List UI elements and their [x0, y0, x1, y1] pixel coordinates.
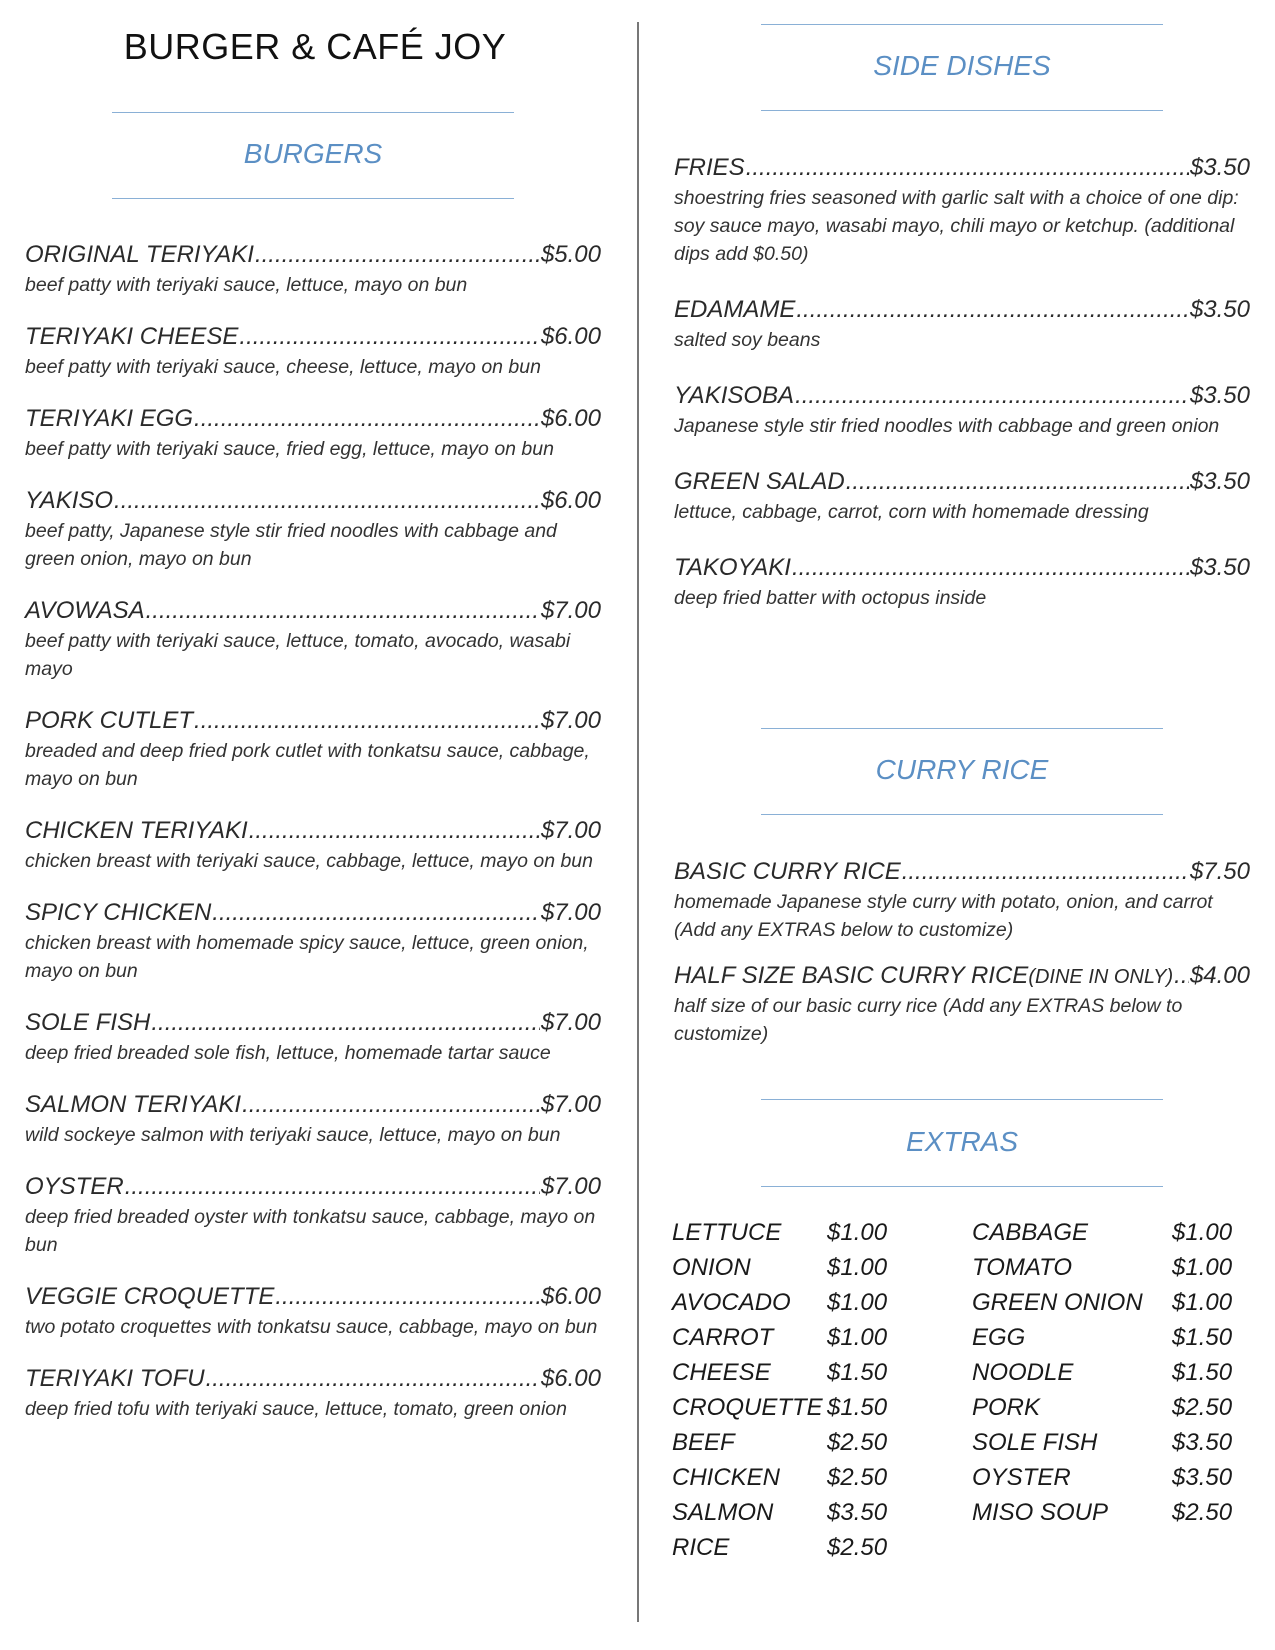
extra-item-name: LETTUCE — [672, 1219, 782, 1246]
extras-list — [672, 1218, 1242, 1562]
dot-leader — [114, 487, 540, 515]
menu-item-name: CHICKEN TERIYAKI — [25, 817, 248, 844]
dot-leader — [206, 1365, 540, 1393]
menu-item-line — [25, 1173, 601, 1201]
menu-item-name: PORK CUTLET — [25, 707, 194, 734]
extra-item-price: $2.50 — [1172, 1499, 1233, 1526]
menu-item-name: SOLE FISH — [25, 1009, 151, 1036]
menu-item-line — [674, 468, 1250, 496]
menu-item — [674, 962, 1250, 1048]
dot-leader — [242, 1091, 540, 1119]
menu-item — [25, 899, 601, 985]
extra-item-price: $1.50 — [827, 1394, 888, 1421]
dot-leader — [902, 858, 1189, 886]
curry-rice-heading: CURRY RICE — [875, 754, 1049, 785]
menu-item-note: (DINE IN ONLY) — [1028, 966, 1174, 988]
menu-item-line — [674, 154, 1250, 182]
dot-leader — [795, 382, 1189, 410]
menu-item-name: VEGGIE CROQUETTE — [25, 1283, 275, 1310]
extras-heading: EXTRAS — [905, 1126, 1019, 1157]
menu-item-line — [674, 296, 1250, 324]
menu-item-name: TAKOYAKI — [674, 554, 791, 581]
extra-item-price: $2.50 — [1172, 1394, 1233, 1421]
extra-item-price: $3.50 — [1172, 1429, 1233, 1456]
menu-item-line — [674, 554, 1250, 582]
extra-item-name: CHEESE — [672, 1359, 771, 1386]
extra-item-name: NOODLE — [972, 1359, 1074, 1386]
menu-item-price: $7.00 — [540, 1091, 601, 1118]
menu-item-price: $6.00 — [540, 1283, 601, 1310]
extra-item-price: $1.00 — [1172, 1289, 1233, 1316]
menu-item-description: homemade Japanese style curry with potato, onion, and carrot (Add any EXTRAS below to customize) — [674, 891, 1213, 941]
menu-item-line — [25, 1365, 601, 1393]
menu-item-description: lettuce, cabbage, carrot, corn with homemade dressing — [674, 501, 1149, 523]
menu-item-price: $5.00 — [540, 241, 601, 268]
side-dishes-rule-bottom — [761, 110, 1163, 111]
dot-leader — [792, 554, 1189, 582]
burgers-heading: BURGERS — [243, 138, 383, 169]
menu-item-description: beef patty with teriyaki sauce, fried egg, lettuce, mayo on bun — [25, 438, 554, 460]
menu-item-price: $4.00 — [1189, 962, 1250, 989]
extra-item-name: CARROT — [672, 1324, 774, 1351]
menu-item-line — [25, 1091, 601, 1119]
menu-item-price: $7.00 — [540, 1009, 601, 1036]
extras-rule-bottom — [761, 1186, 1163, 1187]
extra-item-price: $1.00 — [827, 1324, 888, 1351]
menu-item — [674, 858, 1250, 944]
menu-item-price: $7.50 — [1189, 858, 1250, 885]
dot-leader — [796, 296, 1189, 324]
burgers-list — [25, 241, 601, 1447]
dot-leader — [249, 817, 540, 845]
menu-item-description: salted soy beans — [674, 329, 821, 351]
menu-item — [674, 382, 1250, 440]
extra-item-name: CROQUETTE — [672, 1394, 823, 1421]
extras-rule-top — [761, 1099, 1163, 1100]
extra-item-name: CABBAGE — [972, 1219, 1089, 1246]
menu-item — [674, 154, 1250, 268]
extra-item-price: $1.00 — [827, 1254, 888, 1281]
extra-item-name: BEEF — [672, 1429, 735, 1456]
extra-item-name: MISO SOUP — [972, 1499, 1109, 1526]
restaurant-title: BURGER & CAFÉ JOY — [123, 26, 507, 67]
extra-item-name: AVOCADO — [672, 1289, 791, 1316]
extra-item-price: $1.50 — [827, 1359, 888, 1386]
extra-item-price: $1.00 — [827, 1219, 888, 1246]
menu-item — [25, 1365, 601, 1423]
dot-leader — [194, 707, 540, 735]
extra-item-name: ONION — [672, 1254, 751, 1281]
dot-leader — [746, 154, 1189, 182]
menu-item-description: wild sockeye salmon with teriyaki sauce, lettuce, mayo on bun — [25, 1124, 561, 1146]
side-dishes-heading: SIDE DISHES — [873, 50, 1051, 81]
menu-item-line — [25, 817, 601, 845]
menu-item-price: $7.00 — [540, 707, 601, 734]
menu-item — [25, 1009, 601, 1067]
menu-item-name: SPICY CHICKEN — [25, 899, 212, 926]
menu-item-line — [25, 405, 601, 433]
menu-item-name: HALF SIZE BASIC CURRY RICE — [674, 962, 1029, 989]
menu-item-price: $6.00 — [540, 1365, 601, 1392]
extra-item-name: OYSTER — [972, 1464, 1071, 1491]
menu-item-description: breaded and deep fried pork cutlet with tonkatsu sauce, cabbage, mayo on bun — [25, 740, 590, 790]
menu-item-line — [25, 1283, 601, 1311]
menu-item-description: beef patty with teriyaki sauce, lettuce, mayo on bun — [25, 274, 468, 296]
menu-item-description: two potato croquettes with tonkatsu sauce, cabbage, mayo on bun — [25, 1316, 598, 1338]
menu-item-name: YAKISOBA — [674, 382, 795, 409]
extra-empty — [1172, 1533, 1242, 1562]
menu-item — [25, 597, 601, 683]
menu-item-line — [674, 382, 1250, 410]
menu-item-line — [25, 707, 601, 735]
extra-item-name: CHICKEN — [672, 1464, 781, 1491]
extra-item-name: SALMON — [672, 1499, 774, 1526]
menu-item — [25, 707, 601, 793]
menu-item-line — [674, 962, 1250, 990]
menu-item-description: chicken breast with homemade spicy sauce, lettuce, green onion, mayo on bun — [25, 932, 589, 982]
menu-item-price: $3.50 — [1189, 468, 1250, 495]
column-divider — [637, 22, 639, 1622]
extra-item-price: $1.00 — [1172, 1219, 1233, 1246]
menu-item — [25, 487, 601, 573]
menu-item — [25, 323, 601, 381]
extra-item-price: $1.00 — [827, 1289, 888, 1316]
side-dishes-list — [674, 154, 1250, 640]
menu-item-line — [25, 487, 601, 515]
curry-rice-rule-bottom — [761, 814, 1163, 815]
menu-item — [674, 296, 1250, 354]
dot-leader — [275, 1283, 540, 1311]
menu-item-price: $6.00 — [540, 405, 601, 432]
menu-item — [25, 405, 601, 463]
menu-item — [25, 1283, 601, 1341]
menu-item-name: SALMON TERIYAKI — [25, 1091, 242, 1118]
extra-item-price: $2.50 — [827, 1464, 888, 1491]
menu-item-line — [25, 899, 601, 927]
menu-item — [674, 468, 1250, 526]
menu-item-line — [25, 597, 601, 625]
menu-item-name: YAKISO — [25, 487, 114, 514]
menu-item-price: $7.00 — [540, 597, 601, 624]
extra-item-name: GREEN ONION — [972, 1289, 1143, 1316]
menu-item-description: beef patty with teriyaki sauce, cheese, lettuce, mayo on bun — [25, 356, 541, 378]
dot-leader — [255, 241, 540, 269]
dot-leader — [239, 323, 540, 351]
menu-item-description: beef patty with teriyaki sauce, lettuce, tomato, avocado, wasabi mayo — [25, 630, 571, 680]
menu-item — [25, 817, 601, 875]
menu-item-line — [674, 858, 1250, 886]
menu-item-name: GREEN SALAD — [674, 468, 845, 495]
menu-item-description: deep fried batter with octopus inside — [674, 587, 987, 609]
menu-item-description: deep fried breaded sole fish, lettuce, homemade tartar sauce — [25, 1042, 551, 1064]
menu-item-line — [25, 241, 601, 269]
extra-item-price: $2.50 — [827, 1429, 888, 1456]
menu-item-description: deep fried tofu with teriyaki sauce, lettuce, tomato, green onion — [25, 1398, 567, 1420]
menu-item-name: FRIES — [674, 154, 745, 181]
dot-leader — [151, 1009, 540, 1037]
extra-item-name: EGG — [972, 1324, 1026, 1351]
menu-item — [674, 554, 1250, 612]
extra-item-name: RICE — [672, 1534, 730, 1561]
menu-item-description: Japanese style stir fried noodles with cabbage and green onion — [674, 415, 1220, 437]
burgers-rule-bottom — [112, 198, 514, 199]
menu-item-line — [25, 323, 601, 351]
extra-item-price: $1.00 — [1172, 1254, 1233, 1281]
menu-item-name: TERIYAKI TOFU — [25, 1365, 205, 1392]
menu-item-price: $3.50 — [1189, 296, 1250, 323]
menu-item-line — [25, 1009, 601, 1037]
extra-item-price: $3.50 — [1172, 1464, 1233, 1491]
menu-item-name: TERIYAKI EGG — [25, 405, 194, 432]
menu-item-name: EDAMAME — [674, 296, 796, 323]
menu-item-description: beef patty, Japanese style stir fried noodles with cabbage and green onion, mayo on bun — [25, 520, 557, 570]
menu-item — [25, 241, 601, 299]
menu-item-price: $3.50 — [1189, 154, 1250, 181]
menu-item-name: AVOWASA — [25, 597, 145, 624]
menu-item-name: ORIGINAL TERIYAKI — [25, 241, 254, 268]
extra-item-name: PORK — [972, 1394, 1041, 1421]
curry-rice-rule-top — [761, 728, 1163, 729]
extra-item-price: $1.50 — [1172, 1324, 1233, 1351]
extra-item-name: SOLE FISH — [972, 1429, 1098, 1456]
menu-item-price: $6.00 — [540, 323, 601, 350]
menu-item-description: shoestring fries seasoned with garlic salt with a choice of one dip: soy sauce mayo, wasabi mayo, chili mayo or ketchup. (additional dips add $0.50) — [674, 187, 1239, 265]
dot-leader — [846, 468, 1189, 496]
burgers-rule-top — [112, 112, 514, 113]
menu-item-price: $7.00 — [540, 899, 601, 926]
extra-empty — [972, 1533, 1172, 1562]
menu-item-name: OYSTER — [25, 1173, 124, 1200]
extra-item-price: $1.50 — [1172, 1359, 1233, 1386]
extra-item-name: TOMATO — [972, 1254, 1073, 1281]
curry-rice-list — [674, 858, 1250, 1048]
dot-leader — [125, 1173, 540, 1201]
menu-item-description: chicken breast with teriyaki sauce, cabbage, lettuce, mayo on bun — [25, 850, 593, 872]
extras-grid — [672, 1218, 1242, 1562]
extra-item-price: $2.50 — [827, 1534, 888, 1561]
dot-leader — [1174, 962, 1189, 990]
menu-item — [25, 1091, 601, 1149]
menu-item-price: $3.50 — [1189, 554, 1250, 581]
menu-item-price: $3.50 — [1189, 382, 1250, 409]
dot-leader — [194, 405, 540, 433]
menu-item-name: BASIC CURRY RICE — [674, 858, 901, 885]
menu-item-price: $6.00 — [540, 487, 601, 514]
menu-item-name: TERIYAKI CHEESE — [25, 323, 239, 350]
extra-item-price: $3.50 — [827, 1499, 888, 1526]
menu-item-description: half size of our basic curry rice (Add any EXTRAS below to customize) — [674, 995, 1183, 1045]
side-dishes-rule-top — [761, 24, 1163, 25]
dot-leader — [212, 899, 540, 927]
menu-item — [25, 1173, 601, 1259]
menu-item-description: deep fried breaded oyster with tonkatsu sauce, cabbage, mayo on bun — [25, 1206, 596, 1256]
menu-item-price: $7.00 — [540, 817, 601, 844]
dot-leader — [146, 597, 540, 625]
menu-item-price: $7.00 — [540, 1173, 601, 1200]
